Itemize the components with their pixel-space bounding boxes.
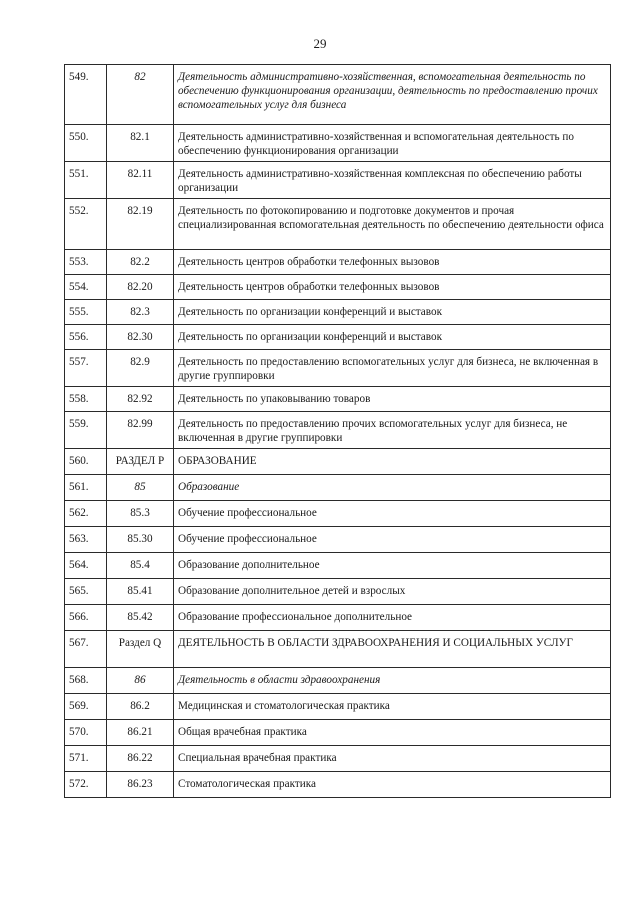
activity-code: 82.11 <box>107 162 174 199</box>
table-row <box>65 527 611 553</box>
activity-description: Деятельность по предоставлению вспомогательных услуг для бизнеса, не включенная в другие группировки <box>174 350 611 387</box>
row-number: 565. <box>65 579 107 605</box>
activity-description: Деятельность по фотокопированию и подготовке документов и прочая специализированная вспомогательная деятельность по обеспечению деятельности офиса <box>174 199 611 250</box>
row-number: 569. <box>65 694 107 720</box>
activity-code: 86.23 <box>107 772 174 798</box>
table-row <box>65 350 611 387</box>
activity-code: Раздел Q <box>107 631 174 668</box>
row-number: 555. <box>65 300 107 325</box>
table-row <box>65 125 611 162</box>
row-number: 563. <box>65 527 107 553</box>
activity-description: Образование <box>174 475 611 501</box>
activity-description: Медицинская и стоматологическая практика <box>174 694 611 720</box>
row-number: 570. <box>65 720 107 746</box>
activity-description: Обучение профессиональное <box>174 501 611 527</box>
row-number: 561. <box>65 475 107 501</box>
table-row <box>65 475 611 501</box>
row-number: 564. <box>65 553 107 579</box>
table-body <box>65 65 611 798</box>
row-number: 560. <box>65 449 107 475</box>
row-number: 554. <box>65 275 107 300</box>
activity-description: Специальная врачебная практика <box>174 746 611 772</box>
row-number: 562. <box>65 501 107 527</box>
row-number: 557. <box>65 350 107 387</box>
activity-code: 85.3 <box>107 501 174 527</box>
activity-code: 86 <box>107 668 174 694</box>
activity-code: 86.21 <box>107 720 174 746</box>
activity-code: 82.20 <box>107 275 174 300</box>
activity-code: 82.2 <box>107 250 174 275</box>
activity-code: 86.22 <box>107 746 174 772</box>
activity-code: 85.42 <box>107 605 174 631</box>
activity-code: 86.2 <box>107 694 174 720</box>
activity-code: 85.30 <box>107 527 174 553</box>
page-number: 29 <box>313 36 327 51</box>
table-row <box>65 579 611 605</box>
activity-description: Образование дополнительное <box>174 553 611 579</box>
activity-description: Деятельность по организации конференций и выставок <box>174 325 611 350</box>
activity-description: Деятельность по упаковыванию товаров <box>174 387 611 412</box>
activity-code: 85 <box>107 475 174 501</box>
row-number: 558. <box>65 387 107 412</box>
table-row <box>65 553 611 579</box>
table-row <box>65 162 611 199</box>
table-row <box>65 668 611 694</box>
table-row <box>65 720 611 746</box>
activity-code: 85.41 <box>107 579 174 605</box>
table-row <box>65 501 611 527</box>
activity-description: Деятельность административно-хозяйственная комплексная по обеспечению работы организации <box>174 162 611 199</box>
table-row <box>65 772 611 798</box>
activity-code: 82.92 <box>107 387 174 412</box>
activity-code: 82.3 <box>107 300 174 325</box>
activity-description: Образование профессиональное дополнительное <box>174 605 611 631</box>
row-number: 571. <box>65 746 107 772</box>
activity-description: Общая врачебная практика <box>174 720 611 746</box>
row-number: 549. <box>65 65 107 125</box>
activity-code: 82 <box>107 65 174 125</box>
activity-code: 82.1 <box>107 125 174 162</box>
table-row <box>65 605 611 631</box>
row-number: 552. <box>65 199 107 250</box>
table-row <box>65 746 611 772</box>
row-number: 553. <box>65 250 107 275</box>
activity-codes-table <box>64 64 611 798</box>
table-row <box>65 199 611 250</box>
activity-code: 82.30 <box>107 325 174 350</box>
table-row <box>65 275 611 300</box>
activity-code: 82.9 <box>107 350 174 387</box>
activity-code: 82.19 <box>107 199 174 250</box>
table-row <box>65 300 611 325</box>
table-row <box>65 694 611 720</box>
row-number: 556. <box>65 325 107 350</box>
row-number: 551. <box>65 162 107 199</box>
activity-code: РАЗДЕЛ Р <box>107 449 174 475</box>
activity-description: Деятельность в области здравоохранения <box>174 668 611 694</box>
table-row <box>65 65 611 125</box>
activity-description: Деятельность центров обработки телефонных вызовов <box>174 250 611 275</box>
row-number: 550. <box>65 125 107 162</box>
activity-code: 82.99 <box>107 412 174 449</box>
table-row <box>65 412 611 449</box>
activity-description: Деятельность административно-хозяйственная, вспомогательная деятельность по обеспечению функционирования организации, деятельность по предоставлению прочих вспомогательных услуг для бизнеса <box>174 65 611 125</box>
activity-description: ОБРАЗОВАНИЕ <box>174 449 611 475</box>
table-row <box>65 449 611 475</box>
activity-description: Деятельность по предоставлению прочих вспомогательных услуг для бизнеса, не включенная в другие группировки <box>174 412 611 449</box>
activity-description: Обучение профессиональное <box>174 527 611 553</box>
activity-description: Деятельность административно-хозяйственная и вспомогательная деятельность по обеспечению функционирования организации <box>174 125 611 162</box>
activity-description: ДЕЯТЕЛЬНОСТЬ В ОБЛАСТИ ЗДРАВООХРАНЕНИЯ И СОЦИАЛЬНЫХ УСЛУГ <box>174 631 611 668</box>
activity-description: Стоматологическая практика <box>174 772 611 798</box>
activity-code: 85.4 <box>107 553 174 579</box>
table-row <box>65 631 611 668</box>
row-number: 568. <box>65 668 107 694</box>
table-row <box>65 387 611 412</box>
activity-description: Деятельность по организации конференций и выставок <box>174 300 611 325</box>
activity-description: Образование дополнительное детей и взрослых <box>174 579 611 605</box>
row-number: 566. <box>65 605 107 631</box>
row-number: 572. <box>65 772 107 798</box>
activity-description: Деятельность центров обработки телефонных вызовов <box>174 275 611 300</box>
row-number: 559. <box>65 412 107 449</box>
row-number: 567. <box>65 631 107 668</box>
table-row <box>65 325 611 350</box>
table-row <box>65 250 611 275</box>
